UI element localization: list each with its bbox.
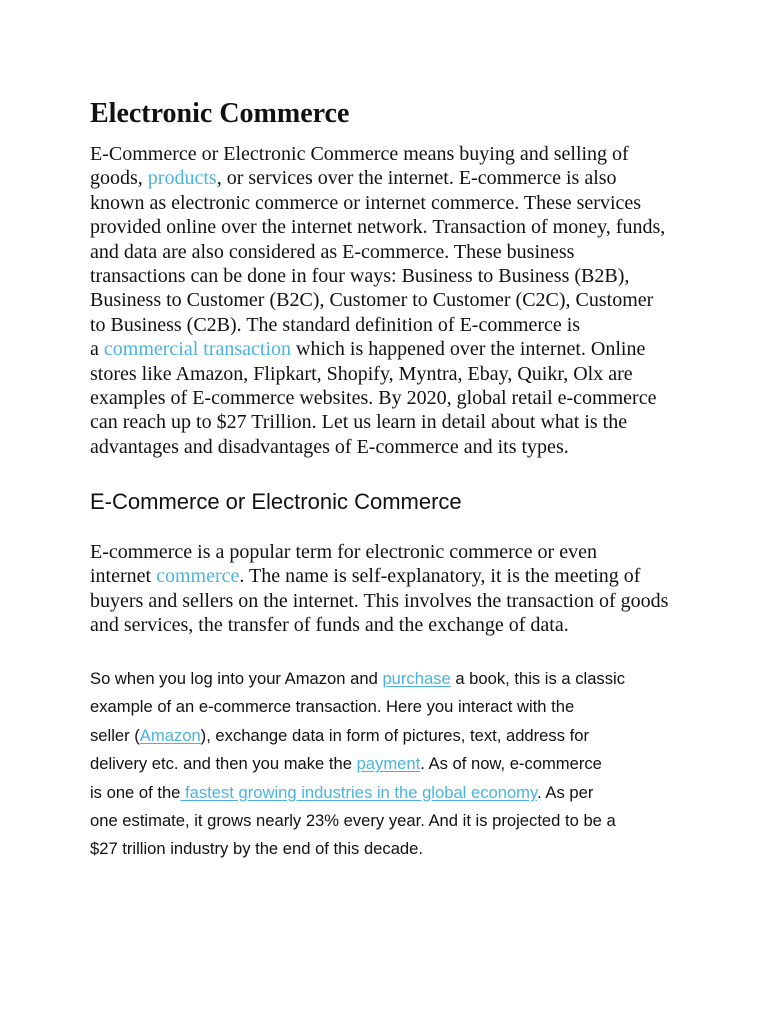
text-segment: , or services over the internet. E-commerce is also xyxy=(216,167,617,190)
text-line: stores like Amazon, Flipkart, Shopify, Myntra, Ebay, Quikr, Olx are xyxy=(90,362,633,385)
text-line: one estimate, it grows nearly 23% every year. And it is projected to be a xyxy=(90,811,616,831)
amazon-link[interactable]: Amazon xyxy=(139,725,201,745)
text-segment: is one of the xyxy=(90,782,181,802)
example-paragraph xyxy=(90,665,625,864)
text-line: and data are also considered as E-commerce. These business xyxy=(90,240,575,263)
text-line: known as electronic commerce or internet commerce. These services xyxy=(90,191,642,214)
text-line: can reach up to $27 Trillion. Let us learn in detail about what is the xyxy=(90,411,628,434)
text-line: E-Commerce or Electronic Commerce means buying and selling of xyxy=(90,143,629,165)
text-line xyxy=(90,166,665,190)
text-segment: seller ( xyxy=(90,725,140,745)
text-segment: a xyxy=(90,338,104,361)
text-line: and services, the transfer of funds and the exchange of data. xyxy=(90,614,569,637)
text-line: $27 trillion industry by the end of this decade. xyxy=(90,839,424,859)
commercial-transaction-link[interactable]: commercial transaction xyxy=(103,338,292,361)
text-segment: So when you log into your Amazon and xyxy=(90,669,383,688)
text-segment: which is happened over the internet. Online xyxy=(291,338,646,361)
text-line: to Business (C2B). The standard definition of E-commerce is xyxy=(90,313,581,336)
text-segment: . As per xyxy=(537,782,594,802)
text-line xyxy=(90,564,668,588)
text-line: Business to Customer (B2C), Customer to Customer (C2C), Customer xyxy=(90,289,654,312)
page-title: Electronic Commerce xyxy=(90,98,350,129)
text-line xyxy=(90,337,665,361)
text-line: buyers and sellers on the internet. This involves the transaction of goods xyxy=(90,589,669,612)
payment-link[interactable]: payment xyxy=(356,754,421,774)
text-segment: . The name is self-explanatory, it is the meeting of xyxy=(239,565,641,588)
text-segment: internet xyxy=(90,565,157,588)
definition-paragraph xyxy=(90,540,668,638)
text-line xyxy=(90,665,625,693)
text-segment: a book, this is a classic xyxy=(450,669,626,688)
commerce-link[interactable]: commerce xyxy=(156,565,240,588)
fastest-growing-industries-link[interactable]: fastest growing industries in the global economy xyxy=(180,782,538,802)
text-line: transactions can be done in four ways: Business to Business (B2B), xyxy=(90,265,630,288)
intro-paragraph xyxy=(90,142,665,459)
text-line: advantages and disadvantages of E-commerce and its types. xyxy=(90,435,569,458)
text-line: E-commerce is a popular term for electronic commerce or even xyxy=(90,541,597,563)
text-line: examples of E-commerce websites. By 2020, global retail e-commerce xyxy=(90,387,657,410)
text-segment: goods, xyxy=(90,167,148,190)
section-heading: E-Commerce or Electronic Commerce xyxy=(90,489,462,514)
purchase-link[interactable]: purchase xyxy=(382,669,451,688)
text-segment: . As of now, e-commerce xyxy=(420,754,602,774)
text-line xyxy=(90,779,625,807)
text-line xyxy=(90,722,625,750)
text-segment: ), exchange data in form of pictures, text, address for xyxy=(200,725,589,745)
text-line: example of an e-commerce transaction. Here you interact with the xyxy=(90,697,575,717)
text-line xyxy=(90,750,625,778)
text-line: provided online over the internet network. Transaction of money, funds, xyxy=(90,216,666,239)
products-link[interactable]: products xyxy=(147,167,217,190)
text-segment: delivery etc. and then you make the xyxy=(90,754,357,774)
